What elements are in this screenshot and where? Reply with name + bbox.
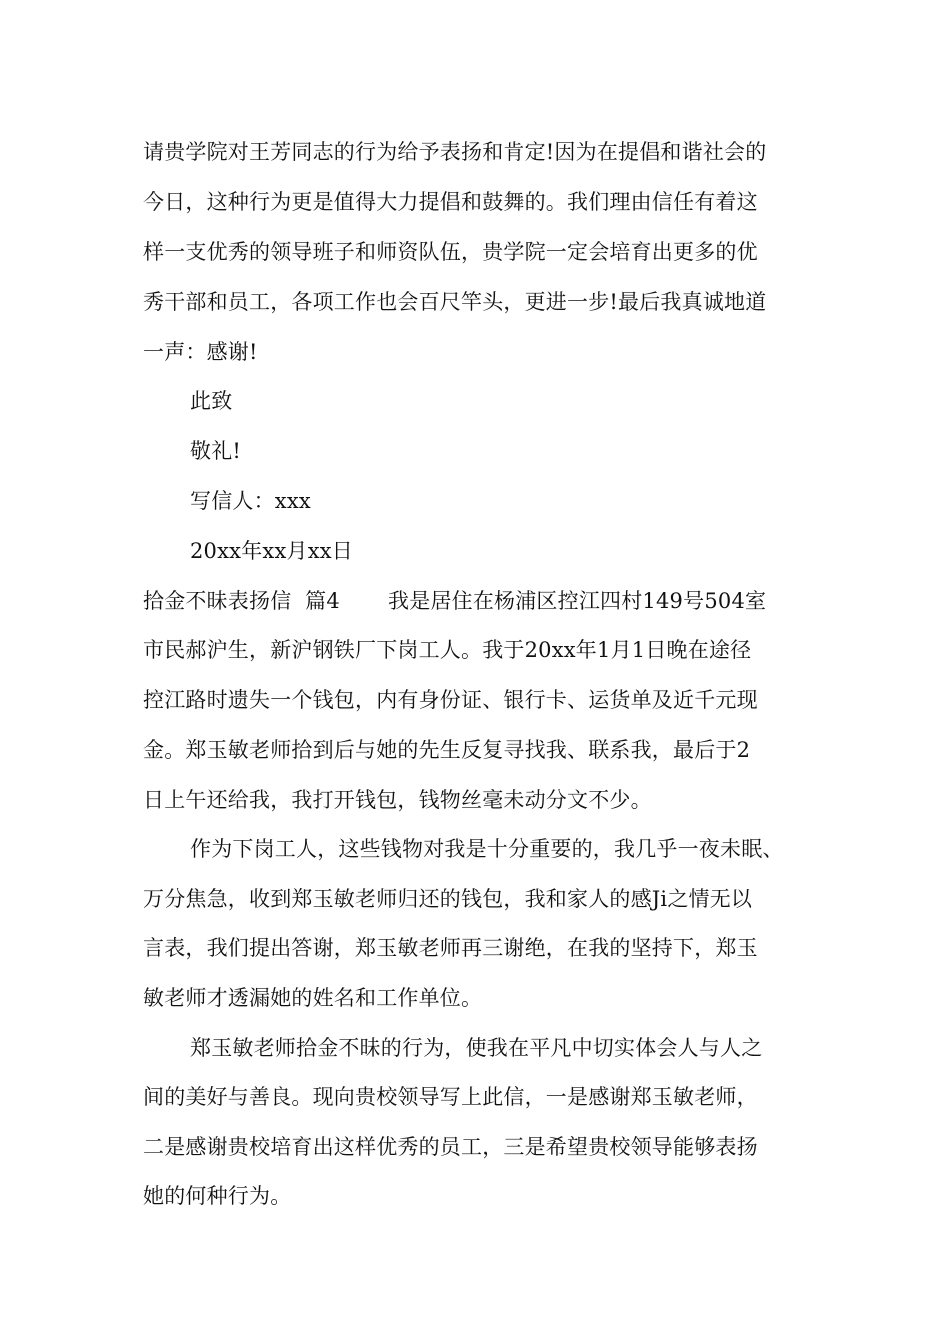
text-line: 请贵学院对王芳同志的行为给予表扬和肯定!因为在提倡和谐社会的 xyxy=(143,140,767,164)
text-line: 她的何种行为。 xyxy=(143,1184,292,1208)
section-heading-line: 拾金不昧表扬信 篇4 我是居住在杨浦区控江四村149号504室 xyxy=(143,589,767,613)
text-line: 日上午还给我，我打开钱包，钱物丝毫未动分文不少。 xyxy=(143,788,652,812)
closing-salutation: 此致 xyxy=(190,389,233,413)
closing-regards: 敬礼! xyxy=(190,439,242,463)
signature-writer: 写信人：xxx xyxy=(190,489,311,513)
text-line: 敏老师才透漏她的姓名和工作单位。 xyxy=(143,986,483,1010)
text-line: 万分焦急，收到郑玉敏老师归还的钱包，我和家人的感Ji之情无以 xyxy=(143,887,753,911)
text-line: 样一支优秀的领导班子和师资队伍，贵学院一定会培育出更多的优 xyxy=(143,240,758,264)
text-line: 言表，我们提出答谢，郑玉敏老师再三谢绝，在我的坚持下，郑玉 xyxy=(143,936,758,960)
text-line: 控江路时遗失一个钱包，内有身份证、银行卡、运货单及近千元现 xyxy=(143,688,758,712)
text-line: 一声：感谢! xyxy=(143,340,258,364)
signature-date: 20xx年xx月xx日 xyxy=(190,539,353,563)
text-line: 二是感谢贵校培育出这样优秀的员工，三是希望贵校领导能够表扬 xyxy=(143,1135,758,1159)
text-line: 间的美好与善良。现向贵校领导写上此信，一是感谢郑玉敏老师， xyxy=(143,1085,758,1109)
paragraph-start: 郑玉敏老师拾金不昧的行为，使我在平凡中切实体会人与人之 xyxy=(190,1036,763,1060)
paragraph-start: 作为下岗工人，这些钱物对我是十分重要的，我几乎一夜未眠、 xyxy=(190,837,784,861)
text-line: 市民郝沪生，新沪钢铁厂下岗工人。我于20xx年1月1日晚在途径 xyxy=(143,638,752,662)
text-line: 金。郑玉敏老师拾到后与她的先生反复寻找我、联系我，最后于2 xyxy=(143,738,751,762)
text-line: 秀干部和员工，各项工作也会百尺竿头，更进一步!最后我真诚地道 xyxy=(143,290,767,314)
text-line: 今日，这种行为更是值得大力提倡和鼓舞的。我们理由信任有着这 xyxy=(143,190,758,214)
